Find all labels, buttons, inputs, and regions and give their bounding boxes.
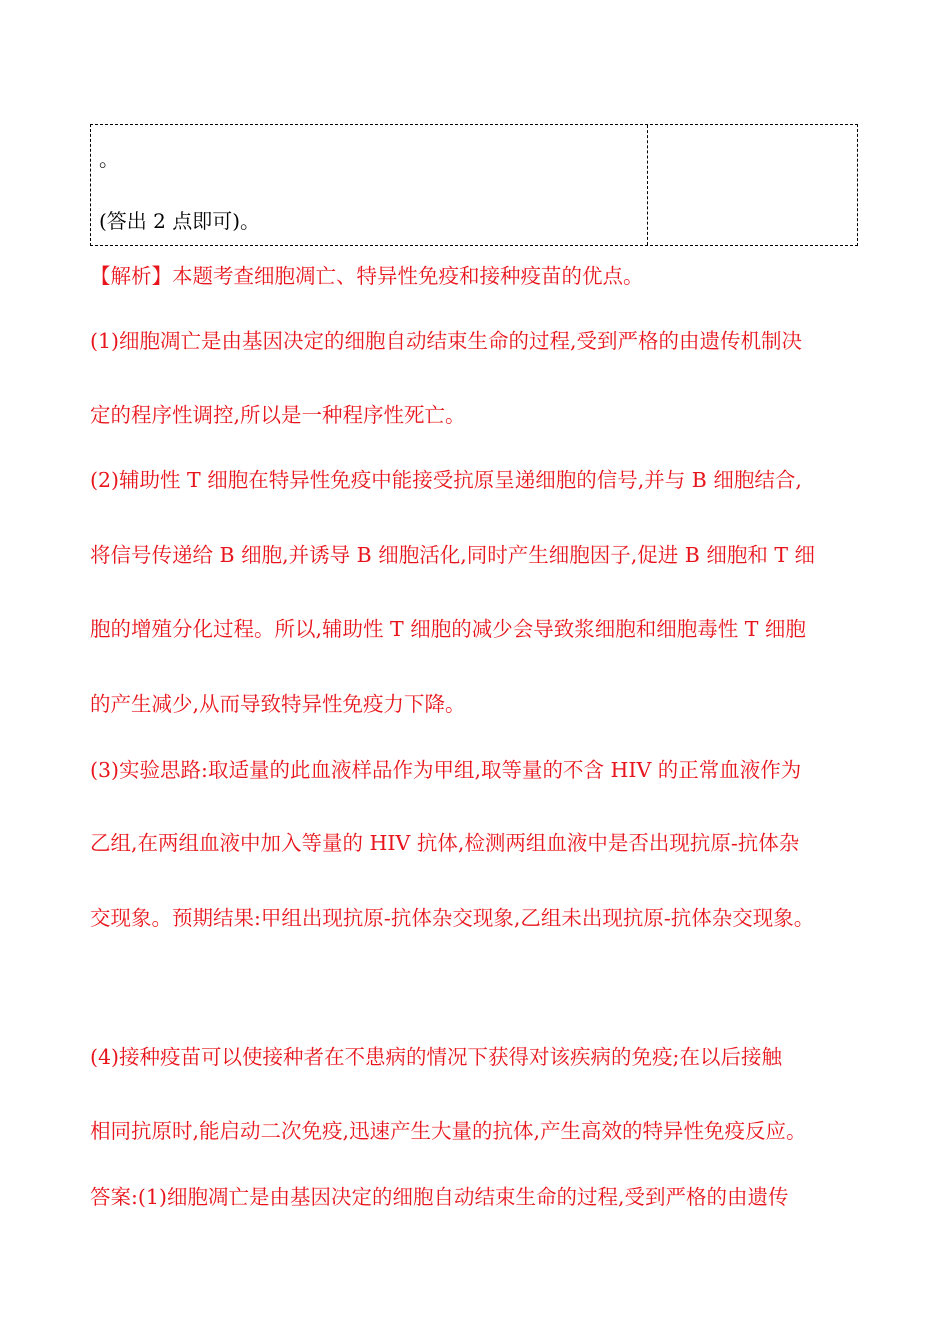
analysis-line: 胞的增殖分化过程。所以,辅助性 T 细胞的减少会导致浆细胞和细胞毒性 T 细胞: [90, 617, 806, 641]
analysis-line: 的产生减少,从而导致特异性免疫力下降。: [90, 692, 466, 716]
analysis-line: 将信号传递给 B 细胞,并诱导 B 细胞活化,同时产生细胞因子,促进 B 细胞和 T 细: [90, 543, 816, 567]
answer-box-divider: [647, 125, 648, 245]
analysis-line: 定的程序性调控,所以是一种程序性死亡。: [90, 403, 466, 427]
answer-box-note: (答出 2 点即可)。: [99, 209, 261, 233]
answer-box: [90, 124, 858, 246]
analysis-line: (2)辅助性 T 细胞在特异性免疫中能接受抗原呈递细胞的信号,并与 B 细胞结合,: [90, 468, 802, 492]
analysis-line: 乙组,在两组血液中加入等量的 HIV 抗体,检测两组血液中是否出现抗原-抗体杂: [90, 831, 800, 855]
analysis-line: (4)接种疫苗可以使接种者在不患病的情况下获得对该疾病的免疫;在以后接触: [90, 1045, 782, 1069]
analysis-line: (3)实验思路:取适量的此血液样品作为甲组,取等量的不含 HIV 的正常血液作为: [90, 758, 802, 782]
analysis-line: 交现象。预期结果:甲组出现抗原-抗体杂交现象,乙组未出现抗原-抗体杂交现象。: [90, 906, 815, 930]
analysis-heading: 【解析】本题考查细胞凋亡、特异性免疫和接种疫苗的优点。: [90, 264, 644, 288]
answer-box-punctuation: 。: [99, 147, 119, 171]
analysis-line: (1)细胞凋亡是由基因决定的细胞自动结束生命的过程,受到严格的由遗传机制决: [90, 329, 803, 353]
analysis-line: 相同抗原时,能启动二次免疫,迅速产生大量的抗体,产生高效的特异性免疫反应。: [90, 1119, 807, 1143]
answer-line: 答案:(1)细胞凋亡是由基因决定的细胞自动结束生命的过程,受到严格的由遗传: [90, 1185, 789, 1209]
